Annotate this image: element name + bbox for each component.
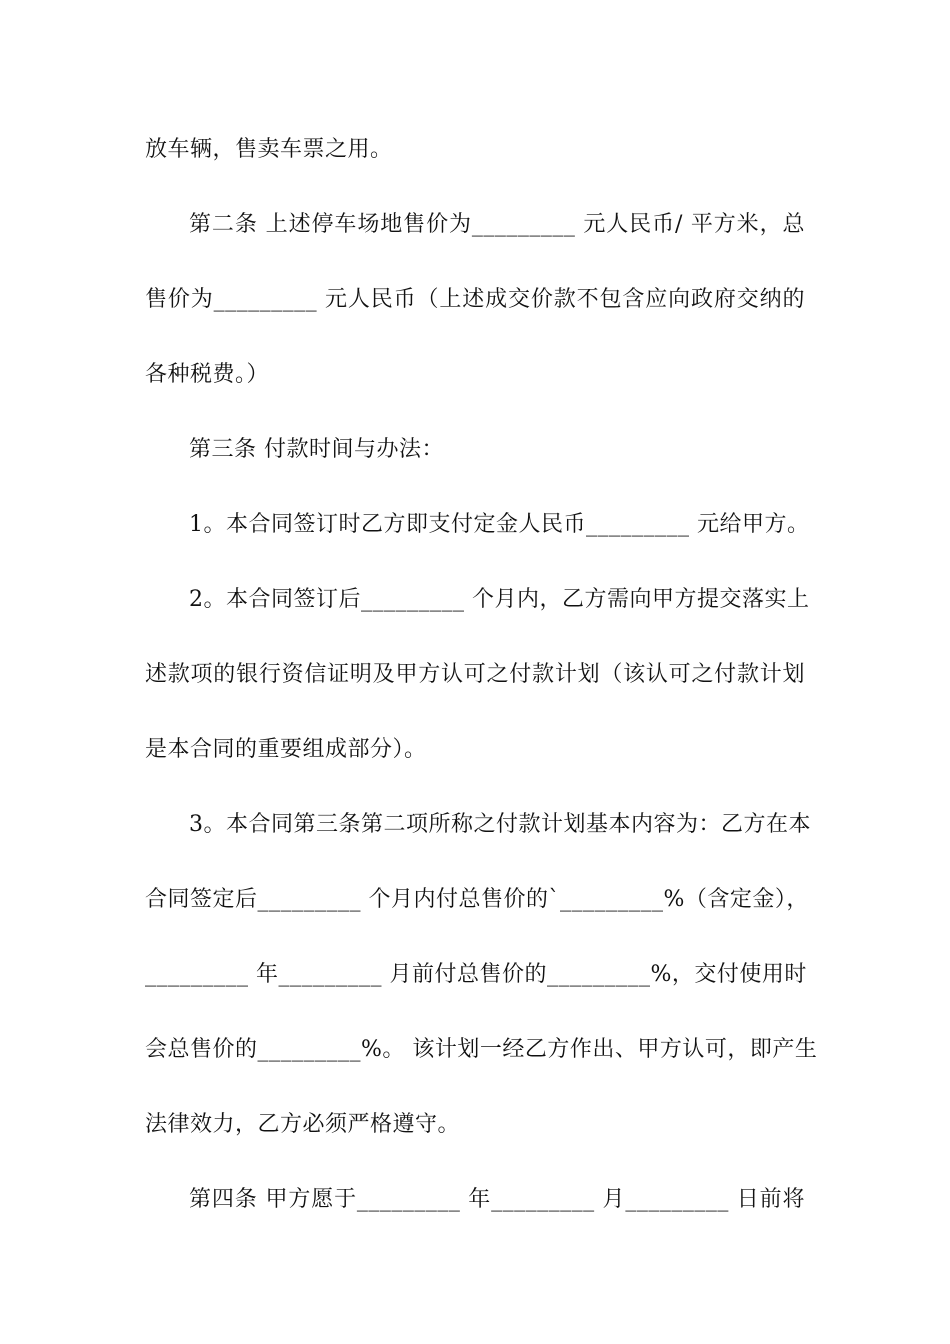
article-4-line-1: 第四条 甲方愿于_________ 年_________ 月_________ 日前将 [189, 1187, 805, 1212]
clause-2-line-1: 2。本合同签订后_________ 个月内，乙方需向甲方提交落实上 [189, 587, 810, 612]
clause-3-line-4: 会总售价的_________%。 该计划一经乙方作出、甲方认可，即产生 [145, 1037, 818, 1062]
clause-2-line-3: 是本合同的重要组成部分）。 [145, 737, 427, 762]
article-2-line-3: 各种税费。） [145, 362, 270, 387]
article-2-line-2: 售价为_________ 元人民币（上述成交价款不包含应向政府交纳的 [145, 287, 805, 312]
article-3-heading: 第三条 付款时间与办法： [189, 437, 444, 462]
clause-3-line-3: _________ 年_________ 月前付总售价的_________%，交付使用时 [145, 962, 807, 987]
clause-2-line-2: 述款项的银行资信证明及甲方认可之付款计划（该认可之付款计划 [145, 662, 805, 687]
clause-3-line-5: 法律效力，乙方必须严格遵守。 [145, 1112, 461, 1137]
clause-1-line: 1。本合同签订时乙方即支付定金人民币_________ 元给甲方。 [189, 512, 810, 537]
text-line-1: 放车辆，售卖车票之用。 [145, 137, 393, 162]
clause-3-line-2: 合同签定后_________ 个月内付总售价的`_________%（含定金）， [145, 887, 809, 912]
clause-3-line-1: 3。本合同第三条第二项所称之付款计划基本内容为：乙方在本 [189, 812, 811, 837]
article-2-line-1: 第二条 上述停车场地售价为_________ 元人民币/ 平方米，总 [189, 212, 805, 237]
